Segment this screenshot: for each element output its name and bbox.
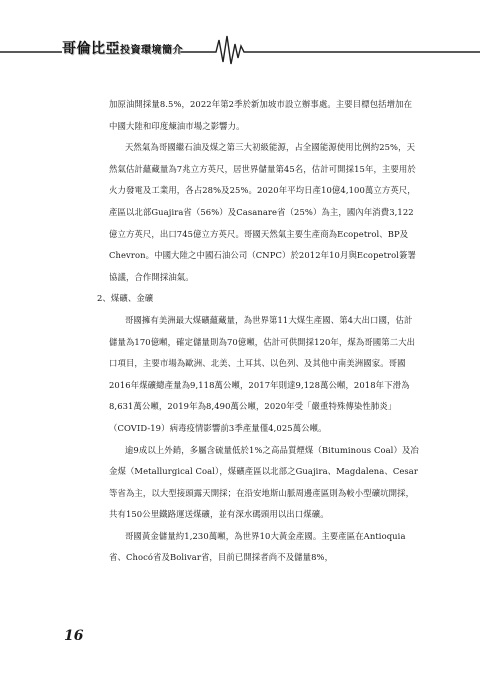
header-title [62, 38, 183, 58]
heartbeat-line-icon [212, 36, 252, 64]
paragraph-gold: 哥國黃金儲量約1,230萬噸，為世界10大黃金產國。主要產區在Antioquia省、Chocó省及Bolivar省，目前已開採者尚不及儲量8%， [109, 530, 406, 563]
header-title-sub: 投資環境簡介 [120, 45, 183, 56]
paragraph-coal-reserves: 哥國擁有美洲最大煤礦蘊藏量，為世界第11大煤生產國、第4大出口國，估計儲量為170億噸，確定儲量則為70億噸，估計可供開採120年，煤為哥國第二大出口項目，主要市場為歐洲、北美、土耳其、以色列、及其他中南美洲國家。哥國2016年煤礦總產量為9,118萬公噸，2017年則達9,128萬公噸，2018年下滑為8,631萬公噸，2019年為8,490萬公噸，2020年受「嚴重特殊傳染性肺炎」（COVID-19）病毒疫情影響前3季產量僅4,025萬公噸。 [109, 314, 416, 433]
paragraph-natural-gas: 天然氣為哥國繼石油及煤之第三大初級能源，占全國能源使用比例約25%，天然氣估計蘊藏量為7兆立方英尺，居世界儲量第45名，估計可開採15年，主要用於火力發電及工業用，各占28%及25%。2020年平均日產10億4,100萬立方英尺，產區以北部Guajira省（56%）及Casanare省（25%）為主，國內年消費3,122億立方英尺，出口745億立方英尺。哥國天然氣主要生產商為Ecopetrol、BP及Chevron。中國大陸之中國石油公司（CNPC）於2012年10月與Ecopetrol簽署協議，合作開採油氣。 [109, 142, 417, 282]
paragraph-coal-exports: 逾9成以上外銷，多屬含硫量低於1%之高品質煙煤（Bituminous Coal）及冶金煤（Metallurgical Coal），煤礦產區以北部之Guajira、Magdalena、Cesar等省為主，以大型接頭露天開採；在沿安地斯山脈周邊產區則為較小型礦坑開採，共有150公里鐵路運送煤礦，並有深水碼頭用以出口煤礦。 [109, 444, 419, 520]
document-body [97, 94, 419, 569]
page-number: 16 [64, 628, 84, 644]
header-title-main: 哥倫比亞 [62, 41, 120, 57]
running-header [0, 26, 480, 66]
section-heading-coal-gold: 2、煤礦、金礦 [97, 293, 154, 304]
paragraph-oil-continued: 加原油開採量8.5%，2022年第2季於新加坡市設立辦事處。主要目標包括增加在中國大陸和印度煉油市場之影響力。 [109, 99, 413, 131]
